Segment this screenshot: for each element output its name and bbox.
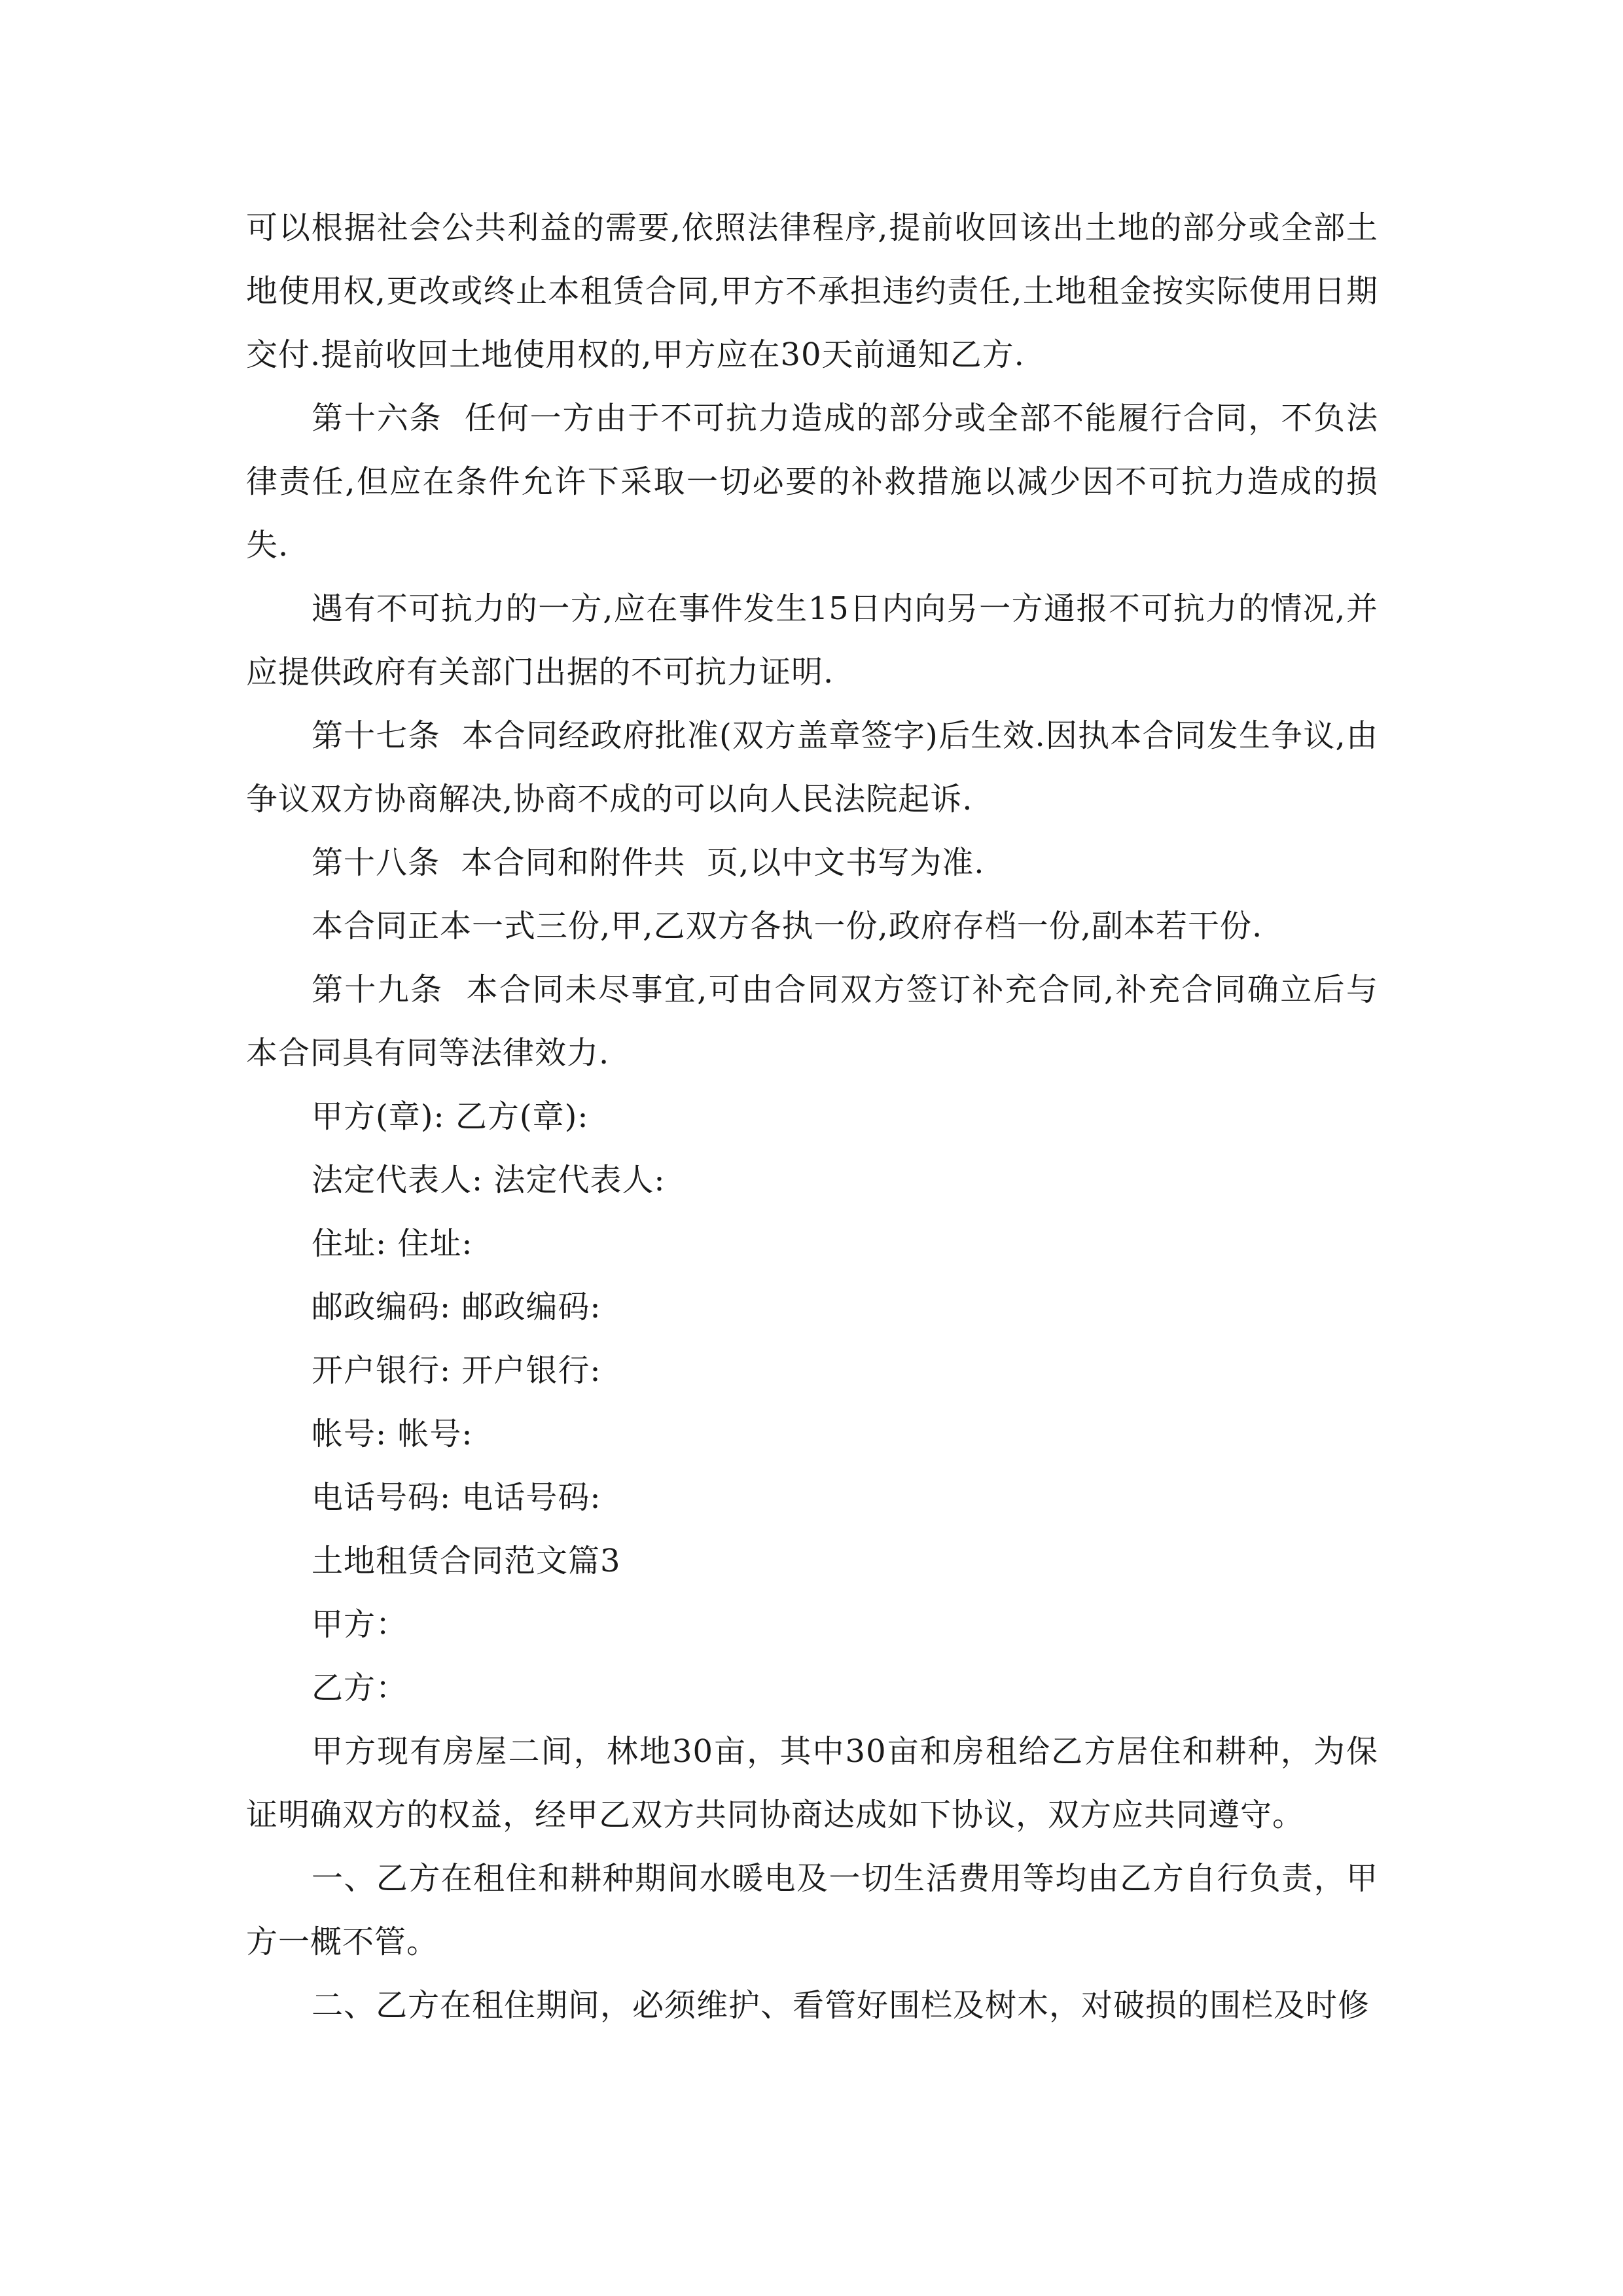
section-heading-sample-3: 土地租赁合同范文篇3 (312, 1543, 621, 1579)
party-b-line: 乙方： (312, 1670, 408, 1706)
paragraph-early-recovery: 可以根据社会公共利益的需要,依照法律程序,提前收回该出土地的部分或全部土地使用权,更改或终止本租赁合同,甲方不承担违约责任,土地租金按实际使用日期交付.提前收回土地使用权的,甲方应在30天前通知乙方. (246, 209, 1378, 373)
paragraph-article-18: 第十八条 本合同和附件共 页,以中文书写为准. (312, 844, 985, 881)
signature-address-line: 住址: 住址: (312, 1225, 473, 1262)
paragraph-clause-2: 二、乙方在租住期间，必须维护、看管好围栏及树木，对破损的围栏及时修 (312, 1987, 1370, 2024)
paragraph-article-16: 第十六条 任何一方由于不可抗力造成的部分或全部不能履行合同，不负法律责任,但应在条件允许下采取一切必要的补救措施以减少因不可抗力造成的损失. (246, 400, 1378, 564)
signature-phone-line: 电话号码: 电话号码: (312, 1479, 601, 1516)
paragraph-article-17: 第十七条 本合同经政府批准(双方盖章签字)后生效.因执本合同发生争议,由争议双方协商解决,协商不成的可以向人民法院起诉. (246, 717, 1378, 817)
signature-representative-line: 法定代表人: 法定代表人: (312, 1162, 666, 1198)
signature-account-line: 帐号: 帐号: (312, 1416, 473, 1452)
paragraph-copies: 本合同正本一式三份,甲,乙双方各执一份,政府存档一份,副本若干份. (312, 908, 1263, 944)
paragraph-article-19: 第十九条 本合同未尽事宜,可由合同双方签订补充合同,补充合同确立后与本合同具有同等法律效力. (246, 971, 1378, 1071)
document-page (246, 196, 1378, 2037)
signature-postcode-line: 邮政编码: 邮政编码: (312, 1289, 601, 1325)
paragraph-preamble: 甲方现有房屋二间，林地30亩，其中30亩和房租给乙方居住和耕种，为保证明确双方的权益，经甲乙双方共同协商达成如下协议，双方应共同遵守。 (246, 1733, 1378, 1833)
signature-bank-line: 开户银行: 开户银行: (312, 1352, 601, 1389)
signature-seal-line: 甲方(章): 乙方(章): (312, 1098, 589, 1135)
party-a-line: 甲方： (312, 1606, 408, 1643)
paragraph-force-majeure-notice: 遇有不可抗力的一方,应在事件发生15日内向另一方通报不可抗力的情况,并应提供政府有关部门出据的不可抗力证明. (246, 590, 1378, 691)
paragraph-clause-1: 一、乙方在租住和耕种期间水暖电及一切生活费用等均由乙方自行负责，甲方一概不管。 (246, 1860, 1378, 1960)
